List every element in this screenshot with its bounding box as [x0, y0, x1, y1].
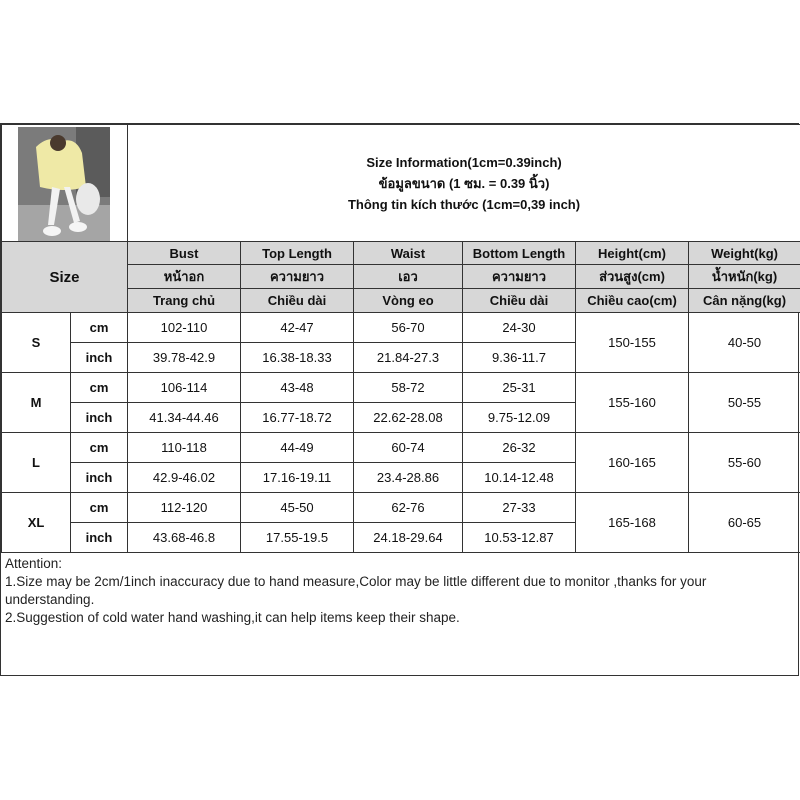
size-xl-label: XL	[2, 493, 71, 553]
height-cell: 150-155	[576, 313, 689, 373]
table-cell: 106-114	[128, 373, 241, 403]
table-cell: 39.78-42.9	[128, 343, 241, 373]
col-weight-en: Weight(kg)	[689, 242, 800, 265]
col-height-th: ส่วนสูง(cm)	[576, 265, 689, 289]
col-waist-th: เอว	[354, 265, 463, 289]
table-cell: 45-50	[241, 493, 354, 523]
notes-line-1: 1.Size may be 2cm/1inch inaccuracy due to hand measure,Color may be little different due to monitor ,thanks for your understanding.	[5, 574, 707, 607]
table-cell: 43-48	[241, 373, 354, 403]
table-cell: 42-47	[241, 313, 354, 343]
table-cell: 43.68-46.8	[128, 523, 241, 553]
table-cell: 42.9-46.02	[128, 463, 241, 493]
size-header: Size	[2, 242, 128, 313]
table-cell: 60-74	[354, 433, 463, 463]
col-bust-th: หน้าอก	[128, 265, 241, 289]
unit-inch: inch	[71, 523, 128, 553]
col-top-length-en: Top Length	[241, 242, 354, 265]
table-cell: 9.36-11.7	[463, 343, 576, 373]
height-cell: 155-160	[576, 373, 689, 433]
weight-cell: 60-65	[689, 493, 800, 553]
col-bottom-length-vi: Chiều dài	[463, 289, 576, 313]
weight-cell: 50-55	[689, 373, 800, 433]
notes-heading: Attention:	[5, 556, 63, 571]
col-waist-vi: Vòng eo	[354, 289, 463, 313]
table-cell: 16.77-18.72	[241, 403, 354, 433]
unit-cm: cm	[71, 313, 128, 343]
table-cell: 62-76	[354, 493, 463, 523]
title-block	[128, 125, 800, 242]
title-en: Size Information(1cm=0.39inch)	[366, 154, 562, 170]
table-cell: 27-33	[463, 493, 576, 523]
notes-line-2: 2.Suggestion of cold water hand washing,it can help items keep their shape.	[5, 610, 460, 625]
unit-inch: inch	[71, 463, 128, 493]
product-photo-icon	[18, 127, 110, 241]
table-cell: 110-118	[128, 433, 241, 463]
col-bust-en: Bust	[128, 242, 241, 265]
table-cell: 22.62-28.08	[354, 403, 463, 433]
unit-cm: cm	[71, 373, 128, 403]
table-cell: 24-30	[463, 313, 576, 343]
table-cell: 9.75-12.09	[463, 403, 576, 433]
col-top-length-vi: Chiều dài	[241, 289, 354, 313]
weight-cell: 55-60	[689, 433, 800, 493]
size-s-label: S	[2, 313, 71, 373]
table-cell: 17.16-19.11	[241, 463, 354, 493]
table-cell: 21.84-27.3	[354, 343, 463, 373]
table-cell: 25-31	[463, 373, 576, 403]
col-bottom-length-en: Bottom Length	[463, 242, 576, 265]
size-table	[1, 124, 800, 553]
table-cell: 58-72	[354, 373, 463, 403]
table-cell: 10.53-12.87	[463, 523, 576, 553]
attention-notes	[5, 555, 795, 627]
height-cell: 165-168	[576, 493, 689, 553]
title-vi: Thông tin kích thước (1cm=0,39 inch)	[347, 196, 581, 212]
table-cell: 17.55-19.5	[241, 523, 354, 553]
table-cell: 10.14-12.48	[463, 463, 576, 493]
unit-inch: inch	[71, 403, 128, 433]
table-cell: 56-70	[354, 313, 463, 343]
unit-cm: cm	[71, 493, 128, 523]
table-cell: 41.34-44.46	[128, 403, 241, 433]
table-cell: 16.38-18.33	[241, 343, 354, 373]
table-cell: 112-120	[128, 493, 241, 523]
col-weight-vi: Cân nặng(kg)	[689, 289, 800, 313]
col-bust-vi: Trang chủ	[128, 289, 241, 313]
col-top-length-th: ความยาว	[241, 265, 354, 289]
col-waist-en: Waist	[354, 242, 463, 265]
table-cell: 44-49	[241, 433, 354, 463]
col-bottom-length-th: ความยาว	[463, 265, 576, 289]
table-cell: 23.4-28.86	[354, 463, 463, 493]
unit-cm: cm	[71, 433, 128, 463]
weight-cell: 40-50	[689, 313, 800, 373]
table-cell: 26-32	[463, 433, 576, 463]
size-l-label: L	[2, 433, 71, 493]
unit-inch: inch	[71, 343, 128, 373]
col-height-vi: Chiều cao(cm)	[576, 289, 689, 313]
product-photo-cell	[2, 125, 128, 242]
height-cell: 160-165	[576, 433, 689, 493]
col-height-en: Height(cm)	[576, 242, 689, 265]
col-weight-th: น้ำหนัก(kg)	[689, 265, 800, 289]
table-cell: 102-110	[128, 313, 241, 343]
size-m-label: M	[2, 373, 71, 433]
size-chart	[0, 123, 799, 676]
title-th: ข้อมูลขนาด (1 ซม. = 0.39 นิ้ว)	[378, 175, 550, 191]
table-cell: 24.18-29.64	[354, 523, 463, 553]
